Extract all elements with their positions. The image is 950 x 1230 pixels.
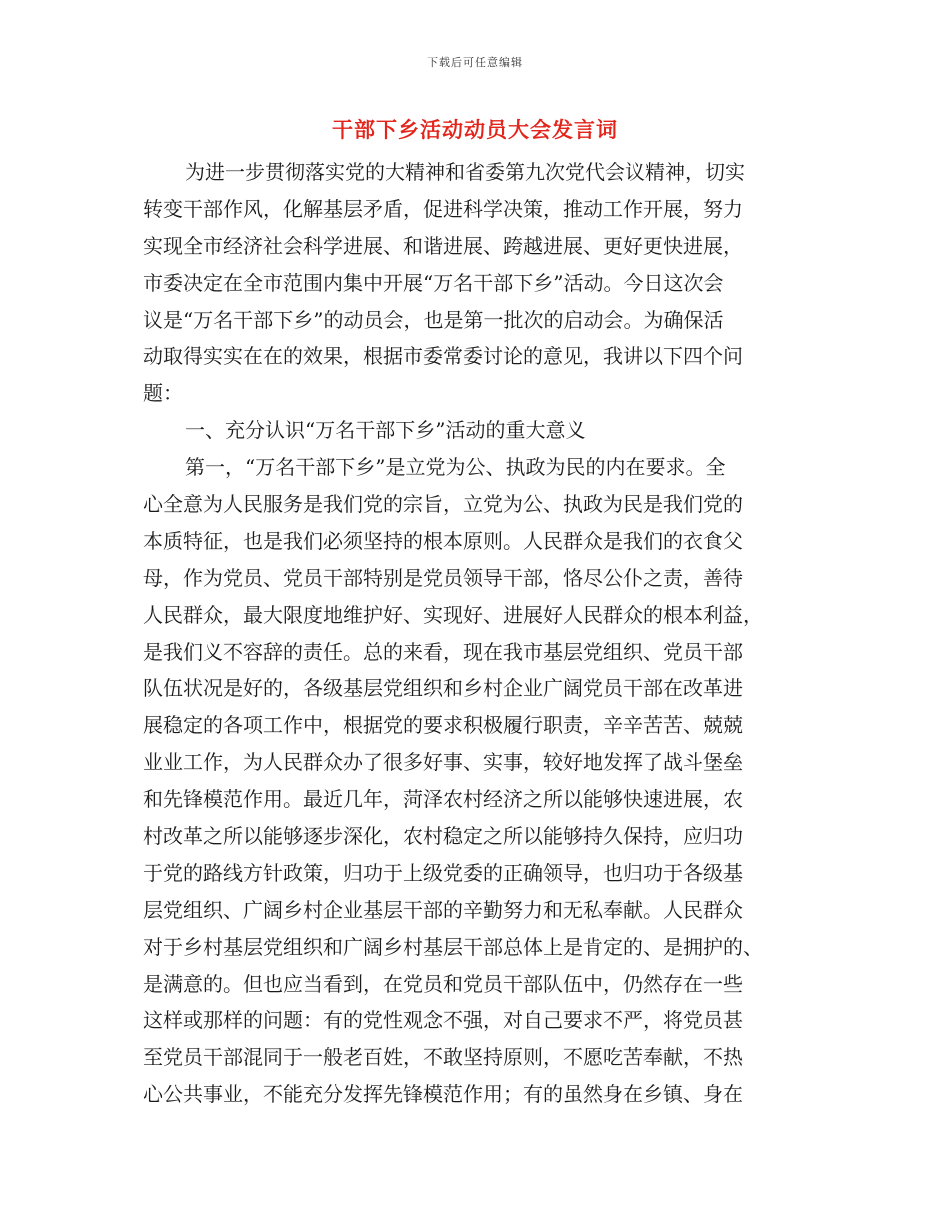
text-line: 实现全市经济社会科学进展、和谐进展、跨越进展、更好更快进展， xyxy=(143,233,743,258)
text-line: 市委决定在全市范围内集中开展“万名干部下乡”活动。今日这次会 xyxy=(143,270,724,295)
text-line: 母，作为党员、党员干部特别是党员领导干部，恪尽公仆之责，善待 xyxy=(143,565,743,590)
text-line: 展稳定的各项工作中，根据党的要求积极履行职责，辛辛苦苦、兢兢 xyxy=(143,713,743,738)
text-line: 心全意为人民服务是我们党的宗旨，立党为公、执政为民是我们党的 xyxy=(143,492,743,517)
text-line: 村改革之所以能够逐步深化，农村稳定之所以能够持久保持，应归功 xyxy=(143,824,743,849)
text-line: 是我们义不容辞的责任。总的来看，现在我市基层党组织、党员干部 xyxy=(143,639,743,664)
section-heading: 一、充分认识“万名干部下乡”活动的重大意义 xyxy=(185,418,586,443)
text-line: 和先锋模范作用。最近几年，菏泽农村经济之所以能够快速进展，农 xyxy=(143,787,743,812)
text-line: 对于乡村基层党组织和广阔乡村基层干部总体上是肯定的、是拥护的、 xyxy=(143,934,763,959)
text-line: 业业工作，为人民群众办了很多好事、实事，较好地发挥了战斗堡垒 xyxy=(143,750,743,775)
text-line: 题： xyxy=(143,381,183,406)
document-body xyxy=(143,154,808,1113)
text-line: 这样或那样的问题：有的党性观念不强，对自己要求不严，将党员甚 xyxy=(143,1008,743,1033)
text-line: 第一，“万名干部下乡”是立党为公、执政为民的内在要求。全 xyxy=(185,455,726,480)
text-line: 队伍状况是好的，各级基层党组织和乡村企业广阔党员干部在改革进 xyxy=(143,676,743,701)
page-header-note: 下载后可任意编辑 xyxy=(427,56,523,69)
text-line: 是满意的。但也应当看到，在党员和党员干部队伍中，仍然存在一些 xyxy=(143,971,743,996)
text-line: 议是“万名干部下乡”的动员会，也是第一批次的启动会。为确保活 xyxy=(143,307,724,332)
document-title: 干部下乡活动动员大会发言词 xyxy=(332,117,618,142)
text-line: 层党组织、广阔乡村企业基层干部的辛勤努力和无私奉献。人民群众 xyxy=(143,897,743,922)
text-line: 为进一步贯彻落实党的大精神和省委第九次党代会议精神，切实 xyxy=(185,160,745,184)
text-line: 至党员干部混同于一般老百姓，不敢坚持原则，不愿吃苦奉献，不热 xyxy=(143,1045,743,1070)
text-line: 于党的路线方针政策，归功于上级党委的正确领导，也归功于各级基 xyxy=(143,860,743,885)
text-line: 本质特征，也是我们必须坚持的根本原则。人民群众是我们的衣食父 xyxy=(143,528,743,553)
text-line: 人民群众，最大限度地维护好、实现好、进展好人民群众的根本利益， xyxy=(143,602,763,627)
text-line: 动取得实实在在的效果，根据市委常委讨论的意见，我讲以下四个问 xyxy=(143,344,743,369)
text-line: 转变干部作风，化解基层矛盾，促进科学决策，推动工作开展，努力 xyxy=(143,196,743,221)
text-line: 心公共事业，不能充分发挥先锋模范作用；有的虽然身在乡镇、身在 xyxy=(143,1082,743,1107)
